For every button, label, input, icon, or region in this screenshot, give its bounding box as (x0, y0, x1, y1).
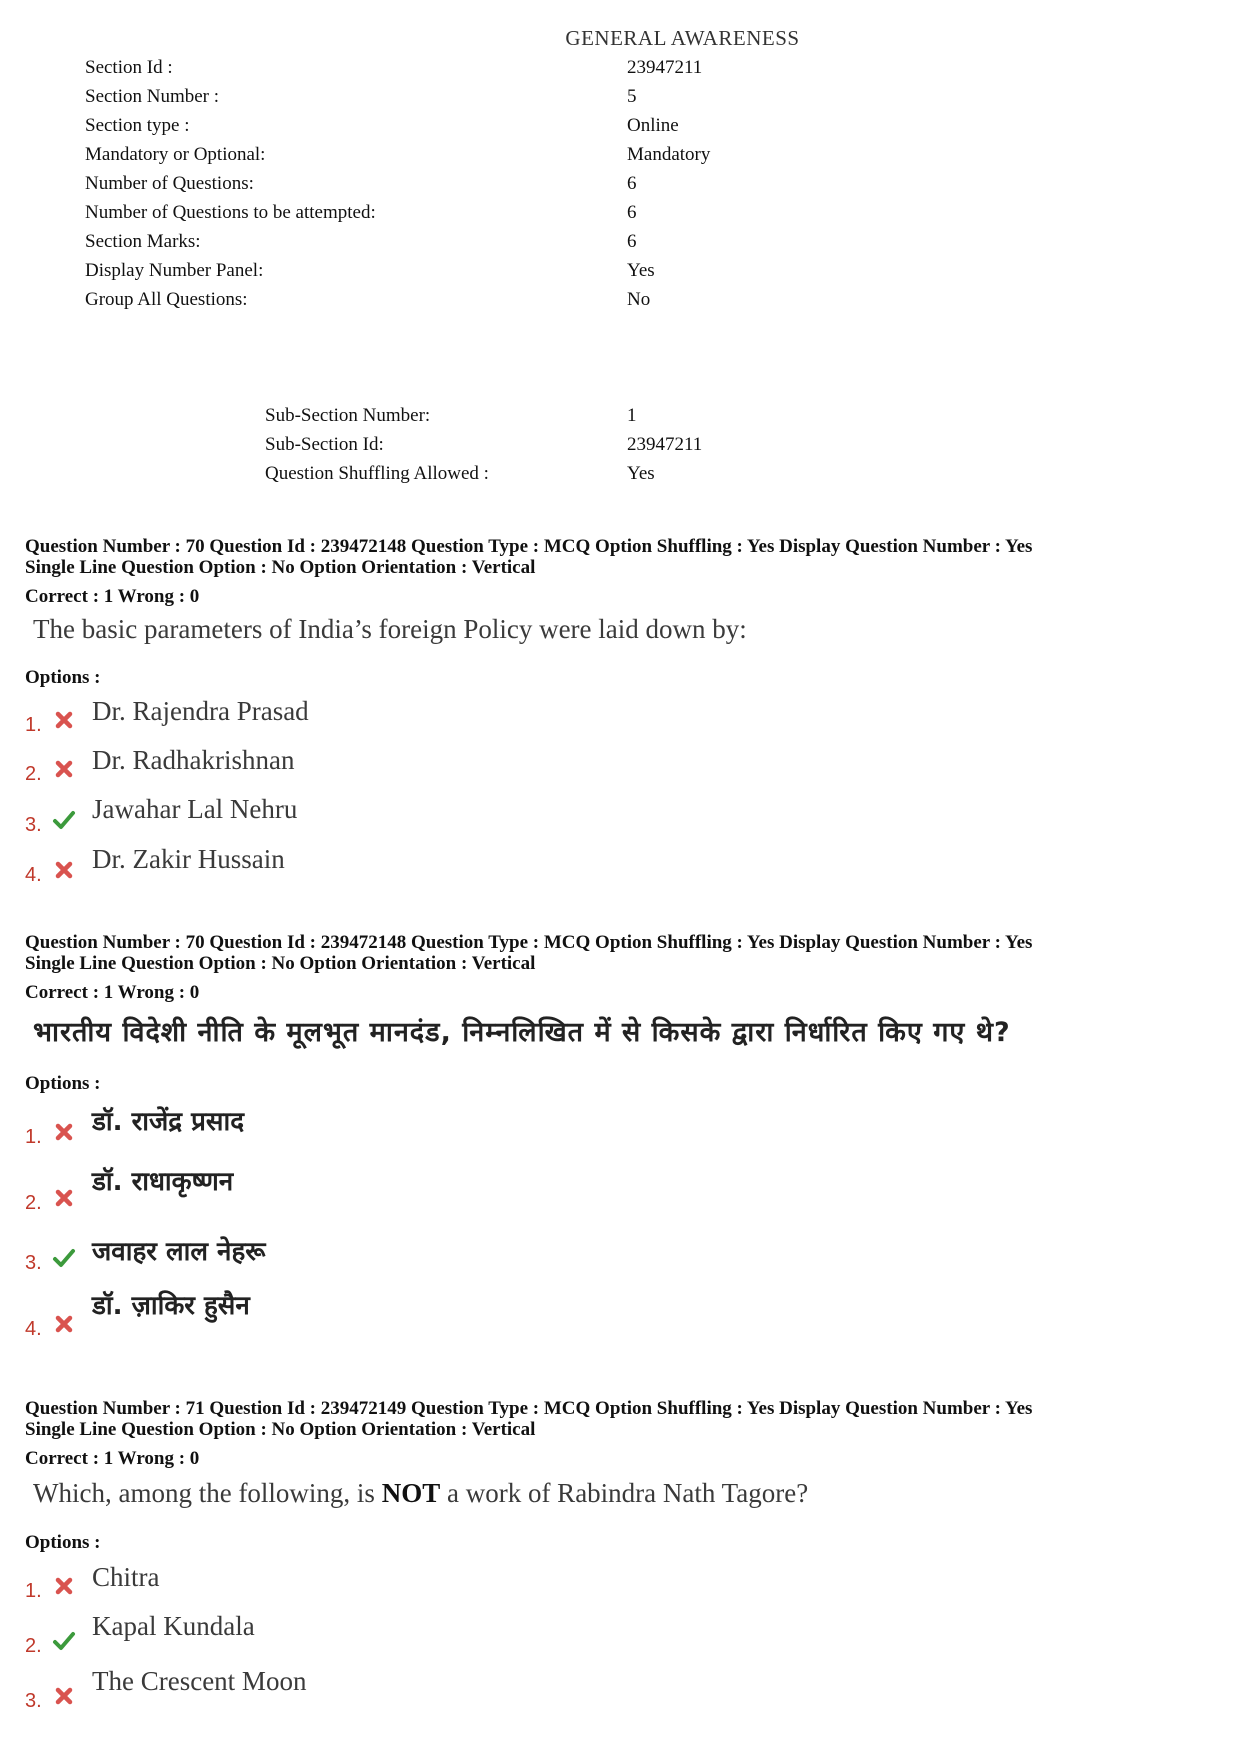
field-value: 6 (627, 231, 637, 252)
option-text: Kapal Kundala (92, 1611, 255, 1641)
question-text: भारतीय विदेशी नीति के मूलभूत मानदंड, निम्नलिखित में से किसके द्वारा निर्धारित किए गए थे? (33, 1017, 1011, 1048)
option-number: 4. (25, 1318, 42, 1340)
question-meta: Question Number : 70 Question Id : 239472148 Question Type : MCQ Option Shuffling : Yes Display Question Number : Yes (25, 536, 1033, 557)
field-value: 6 (627, 173, 637, 194)
option-text: Dr. Zakir Hussain (92, 844, 285, 874)
check-icon (52, 808, 76, 832)
question-meta: Question Number : 70 Question Id : 239472148 Question Type : MCQ Option Shuffling : Yes Display Question Number : Yes (25, 932, 1033, 953)
option-number: 3. (25, 1252, 42, 1274)
question-text-end: a work of Rabindra Nath Tagore? (440, 1478, 809, 1508)
field-label: Number of Questions: (85, 173, 254, 194)
field-value: No (627, 289, 651, 310)
check-icon (52, 1246, 76, 1270)
check-icon (52, 1629, 76, 1653)
cross-icon (52, 1186, 76, 1210)
option-text: डॉ. राजेंद्र प्रसाद (92, 1107, 245, 1137)
question-meta-options: Single Line Question Option : No Option Orientation : Vertical (25, 953, 536, 974)
field-label: Section Number : (85, 86, 220, 107)
option-number: 2. (25, 763, 42, 785)
field-label: Question Shuffling Allowed : (265, 463, 489, 484)
options-label: Options : (25, 667, 101, 688)
question-text-emphasis: NOT (381, 1478, 441, 1508)
option-text: जवाहर लाल नेहरू (92, 1237, 266, 1267)
field-value: 6 (627, 202, 637, 223)
cross-icon (52, 1120, 76, 1144)
option-text: Dr. Radhakrishnan (92, 745, 295, 775)
option-number: 3. (25, 814, 42, 836)
option-text: The Crescent Moon (92, 1666, 307, 1696)
field-label: Group All Questions: (85, 289, 248, 310)
option-text: Dr. Rajendra Prasad (92, 696, 309, 726)
field-value: 23947211 (627, 57, 703, 78)
field-value: 1 (627, 405, 637, 426)
field-label: Sub-Section Id: (265, 434, 384, 455)
field-value: 5 (627, 86, 637, 107)
question-meta: Question Number : 71 Question Id : 239472149 Question Type : MCQ Option Shuffling : Yes Display Question Number : Yes (25, 1398, 1033, 1419)
question-marks: Correct : 1 Wrong : 0 (25, 982, 200, 1003)
question-marks: Correct : 1 Wrong : 0 (25, 1448, 200, 1469)
field-value: Yes (627, 260, 655, 281)
options-label: Options : (25, 1532, 101, 1553)
cross-icon (52, 1312, 76, 1336)
option-number: 1. (25, 1580, 42, 1602)
field-value: Online (627, 115, 679, 136)
field-label: Section type : (85, 115, 190, 136)
option-number: 2. (25, 1635, 42, 1657)
question-text: The basic parameters of India’s foreign Policy were laid down by: (33, 614, 747, 644)
option-number: 1. (25, 714, 42, 736)
option-item (25, 1107, 1125, 1166)
question-text-start: Which, among the following, is (33, 1478, 382, 1508)
cross-icon (52, 708, 76, 732)
option-text: डॉ. ज़ाकिर हुसैन (92, 1291, 250, 1321)
question-marks: Correct : 1 Wrong : 0 (25, 586, 200, 607)
cross-icon (52, 858, 76, 882)
field-value: Mandatory (627, 144, 711, 165)
option-text: Jawahar Lal Nehru (92, 794, 298, 824)
question-text (33, 1478, 808, 1509)
section-title: GENERAL AWARENESS (565, 26, 800, 50)
field-label: Number of Questions to be attempted: (85, 202, 376, 223)
field-label: Section Id : (85, 57, 173, 78)
option-item (25, 1167, 1125, 1232)
option-item (25, 1666, 1125, 1730)
option-item (25, 844, 1125, 904)
option-number: 1. (25, 1126, 42, 1148)
cross-icon (52, 1574, 76, 1598)
cross-icon (52, 757, 76, 781)
option-text: डॉ. राधाकृष्णन (92, 1167, 234, 1197)
option-item (25, 1291, 1125, 1358)
field-label: Section Marks: (85, 231, 201, 252)
question-meta-options: Single Line Question Option : No Option Orientation : Vertical (25, 1419, 536, 1440)
option-text: Chitra (92, 1562, 160, 1592)
question-meta-options: Single Line Question Option : No Option Orientation : Vertical (25, 557, 536, 578)
field-label: Sub-Section Number: (265, 405, 431, 426)
field-label: Display Number Panel: (85, 260, 264, 281)
field-value: Yes (627, 463, 655, 484)
cross-icon (52, 1684, 76, 1708)
option-number: 2. (25, 1192, 42, 1214)
option-number: 3. (25, 1690, 42, 1712)
option-number: 4. (25, 864, 42, 886)
options-label: Options : (25, 1073, 101, 1094)
field-label: Mandatory or Optional: (85, 144, 266, 165)
field-value: 23947211 (627, 434, 703, 455)
